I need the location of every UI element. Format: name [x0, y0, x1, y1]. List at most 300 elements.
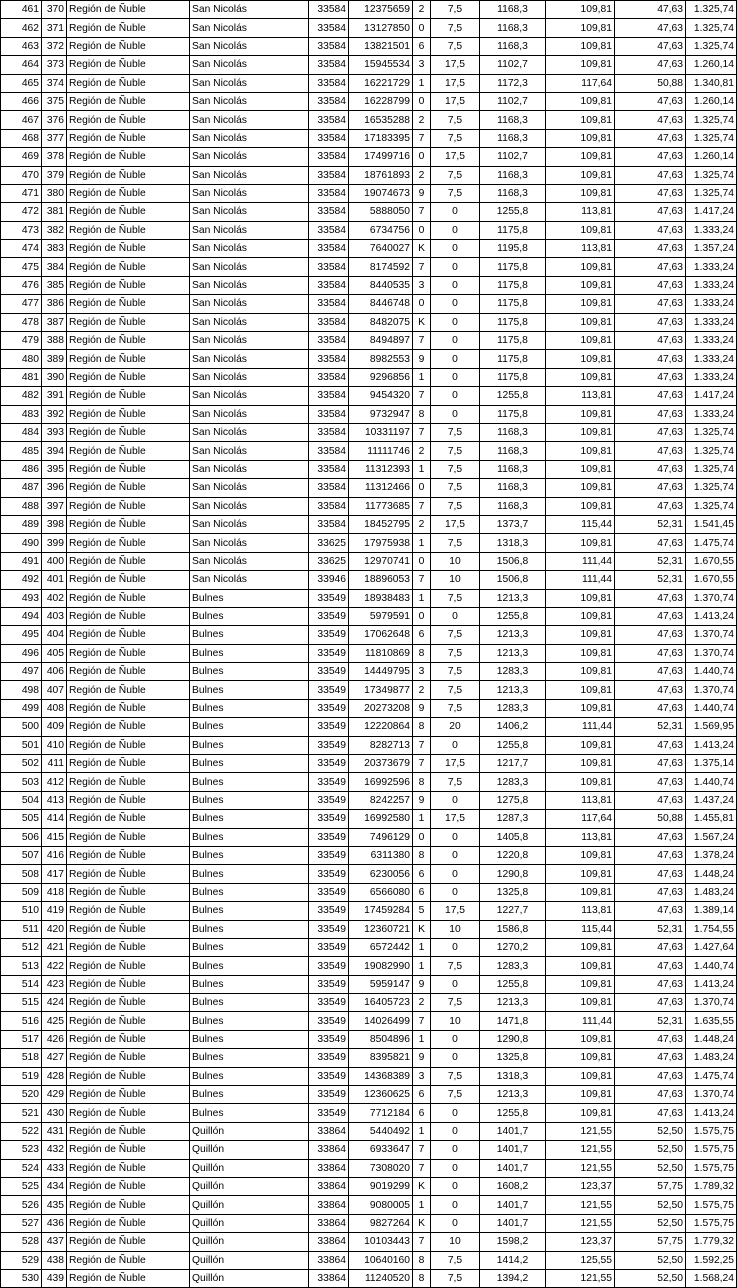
table-row: [1, 534, 737, 552]
code-cell: 33549: [309, 589, 349, 607]
code-cell: 33584: [309, 258, 349, 276]
table-row: [1, 497, 737, 515]
total-cell: 1.325,74: [686, 129, 737, 147]
total-cell: 1.575,75: [686, 1196, 737, 1214]
region-cell: Región de Ñuble: [67, 442, 190, 460]
value-a-cell: 7,5: [431, 644, 480, 662]
value-c-cell: 109,81: [546, 166, 615, 184]
total-cell: 1.325,74: [686, 479, 737, 497]
region-cell: Región de Ñuble: [67, 313, 190, 331]
value-d-cell: 52,50: [615, 1122, 686, 1140]
check-digit-cell: 0: [413, 479, 431, 497]
value-d-cell: 47,63: [615, 699, 686, 717]
row-number-cell: 486: [1, 460, 42, 478]
region-cell: Región de Ñuble: [67, 129, 190, 147]
region-cell: Región de Ñuble: [67, 1086, 190, 1104]
value-d-cell: 47,63: [615, 534, 686, 552]
item-number-cell: 414: [42, 810, 67, 828]
commune-cell: Bulnes: [190, 644, 309, 662]
total-cell: 1.370,74: [686, 644, 737, 662]
value-b-cell: 1406,2: [480, 718, 546, 736]
commune-cell: Bulnes: [190, 681, 309, 699]
rut-cell: 17499716: [349, 148, 413, 166]
code-cell: 33549: [309, 920, 349, 938]
total-cell: 1.333,24: [686, 368, 737, 386]
item-number-cell: 388: [42, 332, 67, 350]
table-row: [1, 994, 737, 1012]
table-row: [1, 74, 737, 92]
rut-cell: 5888050: [349, 203, 413, 221]
table-row: [1, 920, 737, 938]
value-c-cell: 109,81: [546, 938, 615, 956]
commune-cell: San Nicolás: [190, 148, 309, 166]
row-number-cell: 466: [1, 92, 42, 110]
item-number-cell: 424: [42, 994, 67, 1012]
region-cell: Región de Ñuble: [67, 240, 190, 258]
value-c-cell: 113,81: [546, 387, 615, 405]
code-cell: 33549: [309, 755, 349, 773]
table-row: [1, 221, 737, 239]
commune-cell: Bulnes: [190, 626, 309, 644]
rut-cell: 18452795: [349, 515, 413, 533]
value-d-cell: 47,63: [615, 92, 686, 110]
region-cell: Región de Ñuble: [67, 258, 190, 276]
row-number-cell: 495: [1, 626, 42, 644]
value-d-cell: 47,63: [615, 791, 686, 809]
code-cell: 33584: [309, 442, 349, 460]
value-a-cell: 7,5: [431, 626, 480, 644]
table-row: [1, 1196, 737, 1214]
value-c-cell: 121,55: [546, 1159, 615, 1177]
commune-cell: Bulnes: [190, 883, 309, 901]
rut-cell: 18761893: [349, 166, 413, 184]
region-cell: Región de Ñuble: [67, 1251, 190, 1269]
value-c-cell: 111,44: [546, 718, 615, 736]
value-a-cell: 17,5: [431, 515, 480, 533]
total-cell: 1.370,74: [686, 994, 737, 1012]
check-digit-cell: 1: [413, 368, 431, 386]
item-number-cell: 380: [42, 184, 67, 202]
value-a-cell: 0: [431, 791, 480, 809]
row-number-cell: 500: [1, 718, 42, 736]
item-number-cell: 431: [42, 1122, 67, 1140]
value-c-cell: 123,37: [546, 1178, 615, 1196]
row-number-cell: 478: [1, 313, 42, 331]
code-cell: 33584: [309, 479, 349, 497]
value-b-cell: 1270,2: [480, 938, 546, 956]
value-a-cell: 7,5: [431, 957, 480, 975]
total-cell: 1.325,74: [686, 37, 737, 55]
value-c-cell: 115,44: [546, 515, 615, 533]
code-cell: 33549: [309, 626, 349, 644]
region-cell: Región de Ñuble: [67, 203, 190, 221]
code-cell: 33549: [309, 663, 349, 681]
table-row: [1, 791, 737, 809]
region-cell: Región de Ñuble: [67, 332, 190, 350]
commune-cell: San Nicolás: [190, 74, 309, 92]
value-c-cell: 109,81: [546, 883, 615, 901]
value-d-cell: 47,63: [615, 148, 686, 166]
row-number-cell: 521: [1, 1104, 42, 1122]
value-c-cell: 125,55: [546, 1251, 615, 1269]
commune-cell: Bulnes: [190, 773, 309, 791]
code-cell: 33625: [309, 552, 349, 570]
value-a-cell: 0: [431, 1030, 480, 1048]
check-digit-cell: 9: [413, 699, 431, 717]
value-a-cell: 7,5: [431, 1251, 480, 1269]
code-cell: 33584: [309, 497, 349, 515]
region-cell: Región de Ñuble: [67, 865, 190, 883]
code-cell: 33946: [309, 571, 349, 589]
rut-cell: 16992580: [349, 810, 413, 828]
code-cell: 33584: [309, 368, 349, 386]
total-cell: 1.541,45: [686, 515, 737, 533]
total-cell: 1.325,74: [686, 111, 737, 129]
region-cell: Región de Ñuble: [67, 1178, 190, 1196]
row-number-cell: 518: [1, 1049, 42, 1067]
item-number-cell: 434: [42, 1178, 67, 1196]
check-digit-cell: 1: [413, 74, 431, 92]
value-b-cell: 1275,8: [480, 791, 546, 809]
item-number-cell: 394: [42, 442, 67, 460]
table-row: [1, 902, 737, 920]
value-b-cell: 1290,8: [480, 865, 546, 883]
check-digit-cell: 9: [413, 184, 431, 202]
row-number-cell: 463: [1, 37, 42, 55]
row-number-cell: 493: [1, 589, 42, 607]
row-number-cell: 511: [1, 920, 42, 938]
value-c-cell: 109,81: [546, 1104, 615, 1122]
value-a-cell: 20: [431, 718, 480, 736]
item-number-cell: 387: [42, 313, 67, 331]
rut-cell: 7640027: [349, 240, 413, 258]
rut-cell: 8982553: [349, 350, 413, 368]
check-digit-cell: 7: [413, 736, 431, 754]
value-d-cell: 47,63: [615, 423, 686, 441]
commune-cell: Bulnes: [190, 607, 309, 625]
value-d-cell: 52,31: [615, 552, 686, 570]
region-cell: Región de Ñuble: [67, 1214, 190, 1232]
row-number-cell: 496: [1, 644, 42, 662]
commune-cell: San Nicolás: [190, 332, 309, 350]
value-d-cell: 47,63: [615, 332, 686, 350]
commune-cell: Bulnes: [190, 846, 309, 864]
value-a-cell: 0: [431, 203, 480, 221]
value-b-cell: 1213,3: [480, 1086, 546, 1104]
item-number-cell: 427: [42, 1049, 67, 1067]
region-cell: Región de Ñuble: [67, 791, 190, 809]
row-number-cell: 469: [1, 148, 42, 166]
commune-cell: San Nicolás: [190, 166, 309, 184]
total-cell: 1.417,24: [686, 387, 737, 405]
item-number-cell: 373: [42, 56, 67, 74]
item-number-cell: 419: [42, 902, 67, 920]
commune-cell: San Nicolás: [190, 276, 309, 294]
total-cell: 1.333,24: [686, 276, 737, 294]
value-c-cell: 109,81: [546, 295, 615, 313]
value-b-cell: 1175,8: [480, 258, 546, 276]
region-cell: Región de Ñuble: [67, 644, 190, 662]
value-c-cell: 117,64: [546, 810, 615, 828]
rut-cell: 17183395: [349, 129, 413, 147]
value-d-cell: 52,31: [615, 571, 686, 589]
row-number-cell: 502: [1, 755, 42, 773]
commune-cell: Bulnes: [190, 1104, 309, 1122]
value-d-cell: 47,63: [615, 460, 686, 478]
check-digit-cell: 7: [413, 497, 431, 515]
value-b-cell: 1195,8: [480, 240, 546, 258]
value-b-cell: 1255,8: [480, 387, 546, 405]
total-cell: 1.440,74: [686, 699, 737, 717]
table-row: [1, 552, 737, 570]
value-c-cell: 109,81: [546, 699, 615, 717]
rut-cell: 18896053: [349, 571, 413, 589]
check-digit-cell: 0: [413, 295, 431, 313]
row-number-cell: 506: [1, 828, 42, 846]
value-d-cell: 57,75: [615, 1178, 686, 1196]
check-digit-cell: K: [413, 920, 431, 938]
rut-cell: 9080005: [349, 1196, 413, 1214]
row-number-cell: 524: [1, 1159, 42, 1177]
value-a-cell: 0: [431, 1196, 480, 1214]
region-cell: Región de Ñuble: [67, 1067, 190, 1085]
check-digit-cell: 1: [413, 460, 431, 478]
code-cell: 33549: [309, 773, 349, 791]
rut-cell: 10103443: [349, 1233, 413, 1251]
value-a-cell: 7,5: [431, 423, 480, 441]
value-b-cell: 1168,3: [480, 497, 546, 515]
region-cell: Región de Ñuble: [67, 1196, 190, 1214]
value-d-cell: 47,63: [615, 497, 686, 515]
check-digit-cell: 2: [413, 994, 431, 1012]
commune-cell: San Nicolás: [190, 552, 309, 570]
total-cell: 1.325,74: [686, 460, 737, 478]
total-cell: 1.779,32: [686, 1233, 737, 1251]
item-number-cell: 435: [42, 1196, 67, 1214]
check-digit-cell: 8: [413, 773, 431, 791]
value-b-cell: 1401,7: [480, 1141, 546, 1159]
item-number-cell: 374: [42, 74, 67, 92]
value-d-cell: 47,63: [615, 129, 686, 147]
rut-cell: 11111746: [349, 442, 413, 460]
value-b-cell: 1598,2: [480, 1233, 546, 1251]
check-digit-cell: 2: [413, 681, 431, 699]
rut-cell: 16228799: [349, 92, 413, 110]
check-digit-cell: 2: [413, 515, 431, 533]
check-digit-cell: 7: [413, 1141, 431, 1159]
item-number-cell: 429: [42, 1086, 67, 1104]
table-row: [1, 515, 737, 533]
item-number-cell: 406: [42, 663, 67, 681]
row-number-cell: 516: [1, 1012, 42, 1030]
value-d-cell: 52,31: [615, 920, 686, 938]
item-number-cell: 381: [42, 203, 67, 221]
item-number-cell: 371: [42, 19, 67, 37]
value-b-cell: 1102,7: [480, 92, 546, 110]
code-cell: 33864: [309, 1251, 349, 1269]
region-cell: Región de Ñuble: [67, 846, 190, 864]
item-number-cell: 437: [42, 1233, 67, 1251]
total-cell: 1.417,24: [686, 203, 737, 221]
value-b-cell: 1414,2: [480, 1251, 546, 1269]
row-number-cell: 464: [1, 56, 42, 74]
region-cell: Región de Ñuble: [67, 699, 190, 717]
commune-cell: Bulnes: [190, 828, 309, 846]
code-cell: 33549: [309, 791, 349, 809]
value-a-cell: 0: [431, 975, 480, 993]
rut-cell: 19082990: [349, 957, 413, 975]
row-number-cell: 477: [1, 295, 42, 313]
row-number-cell: 479: [1, 332, 42, 350]
check-digit-cell: 7: [413, 129, 431, 147]
check-digit-cell: 3: [413, 663, 431, 681]
rut-cell: 20273208: [349, 699, 413, 717]
total-cell: 1.437,24: [686, 791, 737, 809]
value-d-cell: 47,63: [615, 56, 686, 74]
item-number-cell: 436: [42, 1214, 67, 1232]
commune-cell: Quillón: [190, 1233, 309, 1251]
region-cell: Región de Ñuble: [67, 534, 190, 552]
table-row: [1, 1, 737, 19]
commune-cell: San Nicolás: [190, 184, 309, 202]
row-number-cell: 526: [1, 1196, 42, 1214]
table-row: [1, 258, 737, 276]
item-number-cell: 384: [42, 258, 67, 276]
region-cell: Región de Ñuble: [67, 1159, 190, 1177]
check-digit-cell: 7: [413, 332, 431, 350]
value-b-cell: 1213,3: [480, 681, 546, 699]
code-cell: 33864: [309, 1214, 349, 1232]
value-d-cell: 52,31: [615, 1012, 686, 1030]
item-number-cell: 409: [42, 718, 67, 736]
check-digit-cell: 7: [413, 258, 431, 276]
row-number-cell: 473: [1, 221, 42, 239]
table-row: [1, 773, 737, 791]
value-b-cell: 1506,8: [480, 571, 546, 589]
value-d-cell: 47,63: [615, 994, 686, 1012]
rut-cell: 8504896: [349, 1030, 413, 1048]
value-b-cell: 1175,8: [480, 368, 546, 386]
value-b-cell: 1102,7: [480, 148, 546, 166]
rut-cell: 6933647: [349, 1141, 413, 1159]
total-cell: 1.413,24: [686, 1104, 737, 1122]
value-d-cell: 47,63: [615, 221, 686, 239]
check-digit-cell: 0: [413, 221, 431, 239]
value-d-cell: 47,63: [615, 975, 686, 993]
table-row: [1, 350, 737, 368]
rut-cell: 5959147: [349, 975, 413, 993]
check-digit-cell: 6: [413, 37, 431, 55]
rut-cell: 6572442: [349, 938, 413, 956]
region-cell: Región de Ñuble: [67, 589, 190, 607]
region-cell: Región de Ñuble: [67, 1104, 190, 1122]
value-d-cell: 47,63: [615, 368, 686, 386]
value-c-cell: 109,81: [546, 332, 615, 350]
code-cell: 33625: [309, 534, 349, 552]
commune-cell: San Nicolás: [190, 56, 309, 74]
region-cell: Región de Ñuble: [67, 902, 190, 920]
check-digit-cell: 2: [413, 1, 431, 19]
commune-cell: Bulnes: [190, 736, 309, 754]
row-number-cell: 483: [1, 405, 42, 423]
value-b-cell: 1168,3: [480, 111, 546, 129]
value-c-cell: 113,81: [546, 902, 615, 920]
value-d-cell: 47,63: [615, 1104, 686, 1122]
item-number-cell: 379: [42, 166, 67, 184]
value-c-cell: 109,81: [546, 405, 615, 423]
value-a-cell: 7,5: [431, 442, 480, 460]
commune-cell: San Nicolás: [190, 221, 309, 239]
value-d-cell: 47,63: [615, 166, 686, 184]
check-digit-cell: K: [413, 1214, 431, 1232]
item-number-cell: 370: [42, 1, 67, 19]
value-b-cell: 1325,8: [480, 1049, 546, 1067]
rut-cell: 12360625: [349, 1086, 413, 1104]
total-cell: 1.260,14: [686, 92, 737, 110]
rut-cell: 7712184: [349, 1104, 413, 1122]
row-number-cell: 488: [1, 497, 42, 515]
code-cell: 33864: [309, 1269, 349, 1287]
rut-cell: 8446748: [349, 295, 413, 313]
item-number-cell: 430: [42, 1104, 67, 1122]
total-cell: 1.370,74: [686, 1086, 737, 1104]
check-digit-cell: 0: [413, 19, 431, 37]
region-cell: Región de Ñuble: [67, 515, 190, 533]
code-cell: 33584: [309, 19, 349, 37]
total-cell: 1.455,81: [686, 810, 737, 828]
value-d-cell: 47,63: [615, 1067, 686, 1085]
code-cell: 33549: [309, 681, 349, 699]
table-row: [1, 166, 737, 184]
commune-cell: San Nicolás: [190, 92, 309, 110]
row-number-cell: 513: [1, 957, 42, 975]
total-cell: 1.427,64: [686, 938, 737, 956]
rut-cell: 11240520: [349, 1269, 413, 1287]
total-cell: 1.483,24: [686, 1049, 737, 1067]
value-b-cell: 1175,8: [480, 295, 546, 313]
rut-cell: 12220864: [349, 718, 413, 736]
code-cell: 33549: [309, 1030, 349, 1048]
value-d-cell: 47,63: [615, 589, 686, 607]
value-a-cell: 7,5: [431, 166, 480, 184]
value-a-cell: 7,5: [431, 111, 480, 129]
rut-cell: 13821501: [349, 37, 413, 55]
code-cell: 33549: [309, 1067, 349, 1085]
table-row: [1, 736, 737, 754]
table-row: [1, 975, 737, 993]
value-b-cell: 1175,8: [480, 350, 546, 368]
row-number-cell: 520: [1, 1086, 42, 1104]
commune-cell: Bulnes: [190, 1086, 309, 1104]
commune-cell: San Nicolás: [190, 37, 309, 55]
value-c-cell: 109,81: [546, 350, 615, 368]
rut-cell: 9296856: [349, 368, 413, 386]
value-c-cell: 109,81: [546, 129, 615, 147]
total-cell: 1.635,55: [686, 1012, 737, 1030]
table-row: [1, 240, 737, 258]
row-number-cell: 482: [1, 387, 42, 405]
commune-cell: Bulnes: [190, 755, 309, 773]
row-number-cell: 471: [1, 184, 42, 202]
value-b-cell: 1172,3: [480, 74, 546, 92]
code-cell: 33584: [309, 405, 349, 423]
commune-cell: San Nicolás: [190, 203, 309, 221]
rut-cell: 8282713: [349, 736, 413, 754]
item-number-cell: 385: [42, 276, 67, 294]
commune-cell: San Nicolás: [190, 387, 309, 405]
region-cell: Región de Ñuble: [67, 718, 190, 736]
value-d-cell: 47,63: [615, 846, 686, 864]
